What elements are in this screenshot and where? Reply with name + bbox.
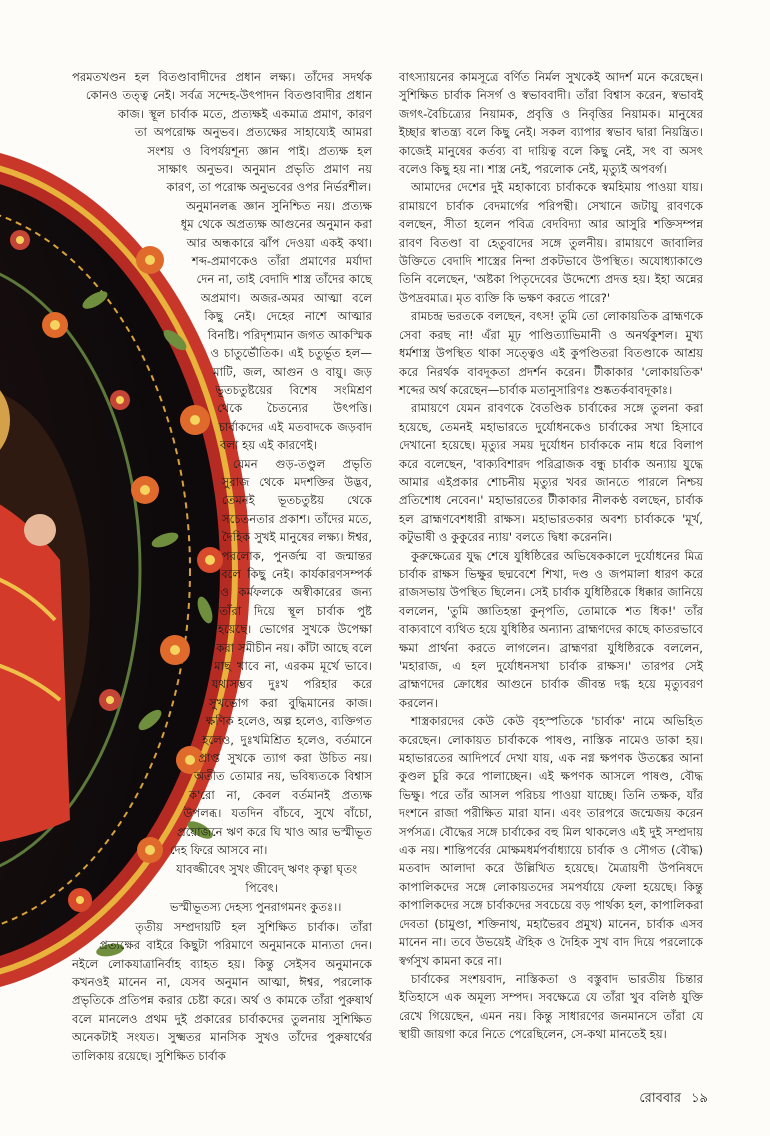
page-footer bbox=[633, 1089, 708, 1110]
paragraph: আমাদের দেশের দুই মহাকাব্যে চার্বাককে স্বমহিমায় পাওয়া যায়। রামায়ণে চার্বাক বেদমার্গের পরিপন্থী। সেখানে জটায়ু রাবণকে বলছেন, সীতা হলেন পবিত্র বেদবিদ্যা আর আসুরি শক্তিসম্পন্ন রাবণ বিতণ্ডা বা হেতুবাদের সঙ্গে তুলনীয়। রামায়ণে জাবালির উক্তিতে বেদাদি শাস্ত্রের নিন্দা প্রকটভাবে উপস্থিত। অযোধ্যাকাণ্ডে তিনি বলেছেন, 'অষ্টকা পিতৃদেবের উদ্দেশ্যে প্রদত্ত হয়। ইহা অন্নের উপদ্রবমাত্র। মৃত ব্যক্তি কি ভক্ষণ করতে পারে?' bbox=[399, 180, 703, 305]
section-name: রোববার bbox=[639, 1091, 681, 1106]
paragraph: বাৎস্যায়নের কামসূত্রে বর্ণিত নির্মল সুখকেই আদর্শ মনে করেছেন। সুশিক্ষিত চার্বাক নিসর্গ ও স্বভাববাদী। তাঁরা বিশ্বাস করেন, স্বভাবই জগৎ-বৈচিত্র্যের নিয়ামক, প্রবৃত্তি ও নিবৃত্তির নিয়ামক। মানুষের ইচ্ছার স্বাতন্ত্র্য বলে কিছু নেই। সকল ব্যাপার স্বভাব দ্বারা নিয়ন্ত্রিত। কাজেই মানুষের কর্তব্য বা দায়িত্ব বলে কিছু নেই, সৎ বা অসৎ বলেও কিছু হয় না। শাস্ত্র নেই, পরলোক নেই, মৃত্যুই অপবর্গ। bbox=[399, 70, 703, 177]
paragraph: রামায়ণে যেমন রাবণকে বৈতণ্ডিক চার্বাকের সঙ্গে তুলনা করা হয়েছে, তেমনই মহাভারতে দুর্যোধনকেও চার্বাকের সখা হিসাবে দেখানো হয়েছে। মৃত্যুর সময় দুর্যোধন চার্বাককে নাম ধরে বিলাপ করে বলেছেন, 'বাক্যবিশারদ পরিব্রাজক বন্ধু চার্বাক অন্যায় যুদ্ধে আমার এইপ্রকার শোচনীয় মৃত্যুর খবর জানতে পারলে নিশ্চয় প্রতিশোধ নেবেন।' মহাভারতের টীকাকার নীলকণ্ঠ বলছেন, চার্বাক হল ব্রাহ্মণবেশধারী রাক্ষস। মহাভারতকার অবশ্য চার্বাককে 'মূর্খ, কটুভাষী ও কুকুরের ন্যায়' বলতে দ্বিধা করেননি। bbox=[399, 401, 703, 545]
paragraph: চার্বাকের সংশয়বাদ, নাস্তিকতা ও বস্তুবাদ ভারতীয় চিন্তার ইতিহাসে এক অমূল্য সম্পদ। সবক্ষেত্রে যে তাঁরা খুব বলিষ্ঠ যুক্তি রেখে গিয়েছেন, এমন নয়। কিন্তু সাধারণের জনমানসে তাঁরা যে স্থায়ী জায়গা করে নিতে পেরেছিলেন, সে-কথা মানতেই হয়। bbox=[399, 971, 703, 1042]
paragraph: যেমন গুড়-তণ্ডুল প্রভৃতি সুরাজ থেকে মদশক্তির উদ্ভব, তেমনই ভূতচতুষ্টয় থেকে সচেতনতার প্রকাশ। তাঁদের মতে, দৈহিক সুখই মানুষের লক্ষ্য। ঈশ্বর, পরলোক, পুনর্জন্ম বা জন্মান্তর বলে কিছু নেই। কার্যকারণসম্পর্ক ও কর্মফলকে অস্বীকারের জন্য তাঁরা দিয়ে স্থূল চার্বাক পুষ্ট হয়েছে। ভোগের সুখকে উপেক্ষা করা সমীচীন নয়। কাঁটা আছে বলে মাছ খাবে না, এরকম মূর্খে ভাবে। যথাসম্ভব দুঃখ পরিহার করে সুখভোগ করা বুদ্ধিমানের কাজ। ক্ষণিক হলেও, অল্প হলেও, ব্যক্তিগত হলেও, দুঃখমিশ্রিত হলেও, বর্তমানে প্রাপ্ত সুখকে ত্যাগ করা উচিত নয়। অতীত তোমার নয়, ভবিষ্যতকে বিশ্বাস ক'রো না, কেবল বর্তমানই প্রত্যক্ষ উপলব্ধ। যতদিন বাঁচবে, সুখে বাঁচো, প্রয়োজনে ঋণ করে ঘি খাও আর ভস্মীভূত দেহ ফিরে আসবে না। bbox=[169, 456, 372, 858]
left-text-column bbox=[72, 68, 372, 1065]
sanskrit-verse: যাবজ্জীবেৎ সুখং জীবেদ্ ঋণং কৃত্বা ঘৃতং পিবেৎ। bbox=[176, 862, 358, 895]
paragraph: পরমতখণ্ডন হল বিতণ্ডাবাদীদের প্রধান লক্ষ্য। তাঁদের সদর্থক কোনও তত্ত্ব নেই। সর্বত্র সন্দেহ-উৎপাদন বিতণ্ডাবাদীর প্রধান কাজ। স্থূল চার্বাক মতে, প্রত্যক্ষই একমাত্র প্রমাণ, কারণ তা অপরোক্ষ অনুভব। প্রত্যক্ষের সাহায্যেই আমরা সংশয় ও বিপর্যয়শূন্য জ্ঞান পাই। প্রত্যক্ষ হল সাক্ষাৎ অনুভব। অনুমান প্রভৃতি প্রমাণ নয় কারণ, তা পরোক্ষ অনুভবের ওপর নির্ভরশীল। bbox=[72, 70, 372, 195]
paragraph: তৃতীয় সম্প্রদায়টি হল সুশিক্ষিত চার্বাক। তাঁরা প্রত্যক্ষের বাইরে কিছুটা পরিমাণে অনুমানকে মান্যতা দেন। নইলে লোকযাত্রানির্বাহ ব্যাহত হয়। কিন্তু সেইসব অনুমানকে কখনওই মানেন না, যেসব অনুমান আত্মা, ঈশ্বর, পরলোক প্রভৃতিকে প্রতিপন্ন করার চেষ্টা করে। অর্থ ও কামকে তাঁরা পুরুষার্থ বলে মানলেও প্রথম দুই প্রকারের চার্বাকদের তুলনায় সুশিক্ষিত অনেকটাই সংযত। সুক্ষ্মতর মানসিক সুখও তাঁদের পুরুষার্থের তালিকায় রয়েছে। সুশিক্ষিত চার্বাক bbox=[72, 919, 372, 1063]
right-text-column bbox=[399, 68, 703, 1044]
page-number: ১৯ bbox=[691, 1091, 708, 1106]
paragraph: কুরুক্ষেত্রের যুদ্ধ শেষে যুধিষ্ঠিরের অভিষেককালে দুর্যোধনের মিত্র চার্বাক রাক্ষস ভিক্ষুর ছদ্মবেশে শিখা, দণ্ড ও জপমালা ধারণ করে রাজসভায় উপস্থিত ছিলেন। সেই চার্বাক যুধিষ্ঠিরকে ধিক্কার জানিয়ে বললেন, 'তুমি জ্ঞাতিহন্তা কুনৃপতি, তোমাকে শত ধিক!' তাঁর বাক্যবাণে ব্যথিত হয়ে যুধিষ্ঠির অন্যান্য ব্রাহ্মণদের কাছে কাতরভাবে ক্ষমা প্রার্থনা করতে লাগলেন। ব্রাহ্মণরা যুধিষ্ঠিরকে বললেন, 'মহারাজ, এ হল দুর্যোধনসখা চার্বাক রাক্ষস।' তারপর সেই ব্রাহ্মণদের ক্রোধের আগুনে চার্বাক জীবন্ত দগ্ধ হয়ে মৃত্যুবরণ করলেন। bbox=[399, 548, 703, 710]
sanskrit-verse: ভস্মীভূতস্য দেহস্য পুনরাগমনং কুতঃ।। bbox=[169, 900, 342, 915]
paragraph: রামচন্দ্র ভরতকে বলছেন, বৎস! তুমি তো লোকায়তিক ব্রাহ্মণকে সেবা করছ না! এঁরা মূঢ় পাণ্ডিত্যাভিমানী ও অনর্থকুশল। মুখ্য ধর্মশাস্ত্র উপস্থিত থাকা সত্ত্বেও এই কুপণ্ডিতরা বিতণ্ডাকে আশ্রয় করে নিরর্থক বাবদূকতা প্রদর্শন করেন। টীকাকার 'লোকায়তিক' শব্দের অর্থ করেছেন—চার্বাক মতানুসারিণঃ শুষ্কতর্কবাবদূকাঃ। bbox=[399, 309, 703, 397]
paragraph: অনুমানলব্ধ জ্ঞান সুনিশ্চিত নয়। প্রত্যক্ষ ধূম থেকে অপ্রত্যক্ষ আগুনের অনুমান করা আর অন্ধকারে ঝাঁপ দেওয়া একই কথা। শব্দ-প্রমাণকেও তাঁরা প্রমাণের মর্যাদা দেন না, তাই বেদাদি শাস্ত্র তাঁদের কাছে অপ্রমাণ। অজর-অমর আত্মা বলে কিছু নেই। দেহের নাশে আত্মার বিনষ্টি। পরিদৃশ্যমান জগত আকস্মিক ও চাতুর্ভৌতিক। এই চতুর্ভূত হল—মাটি, জল, আগুন ও বায়ু। জড় ভূতচতুষ্টয়ের বিশেষ সংমিশ্রণ থেকে চৈতন্যের উৎপত্তি। চার্বাকদের এই মতবাদকে জড়বাদ বলা হয় এই কারণেই। bbox=[180, 198, 372, 453]
paragraph: শাস্ত্রকারদের কেউ কেউ বৃহস্পতিকে 'চার্বাক' নামে অভিহিত করেছেন। লোকায়ত চার্বাককে পাষণ্ড, নাস্তিক নামেও ডাকা হয়। মহাভারতের আদিপর্বে দেখা যায়, এক নগ্ন ক্ষপণক উতঙ্কের আনা কুণ্ডল চুরি করে পালাচ্ছেন। এই ক্ষপণক আসলে পাষণ্ড, বৌদ্ধ ভিক্ষু। পরে তাঁর আসল পরিচয় পাওয়া যাচ্ছে। তিনি তক্ষক, যাঁর দংশনে রাজা পরীক্ষিত মারা যান। এবং তারপরে জন্মেজয় করেন সর্পসত্র। বৌদ্ধের সঙ্গে চার্বাকের বহু মিল থাকলেও এই দুই সম্প্রদায় এক নয়। শান্তিপর্বের মোক্ষমধর্মপর্বাধ্যায়ে চার্বাক ও সৌগত (বৌদ্ধ) মতবাদ আলাদা করে উল্লিখিত হয়েছে। মৈত্রায়ণী উপনিষদে কাপালিকদের সঙ্গে লোকায়তদের সমপর্যায়ে ফেলা হয়েছে। কিন্তু কাপালিকদের সঙ্গে চার্বাকদের সবচেয়ে বড় পার্থক্য হল, কাপালিকরা দেবতা (চামুণ্ডা, শক্তিনাথ, মহাভৈরব প্রমুখ) মানেন, চার্বাক এসব মানেন না। তবে উভয়েই ঐহিক ও দৈহিক সুখ বাদ দিয়ে পরলোকে স্বর্গসুখ কামনা করে না। bbox=[399, 714, 703, 968]
